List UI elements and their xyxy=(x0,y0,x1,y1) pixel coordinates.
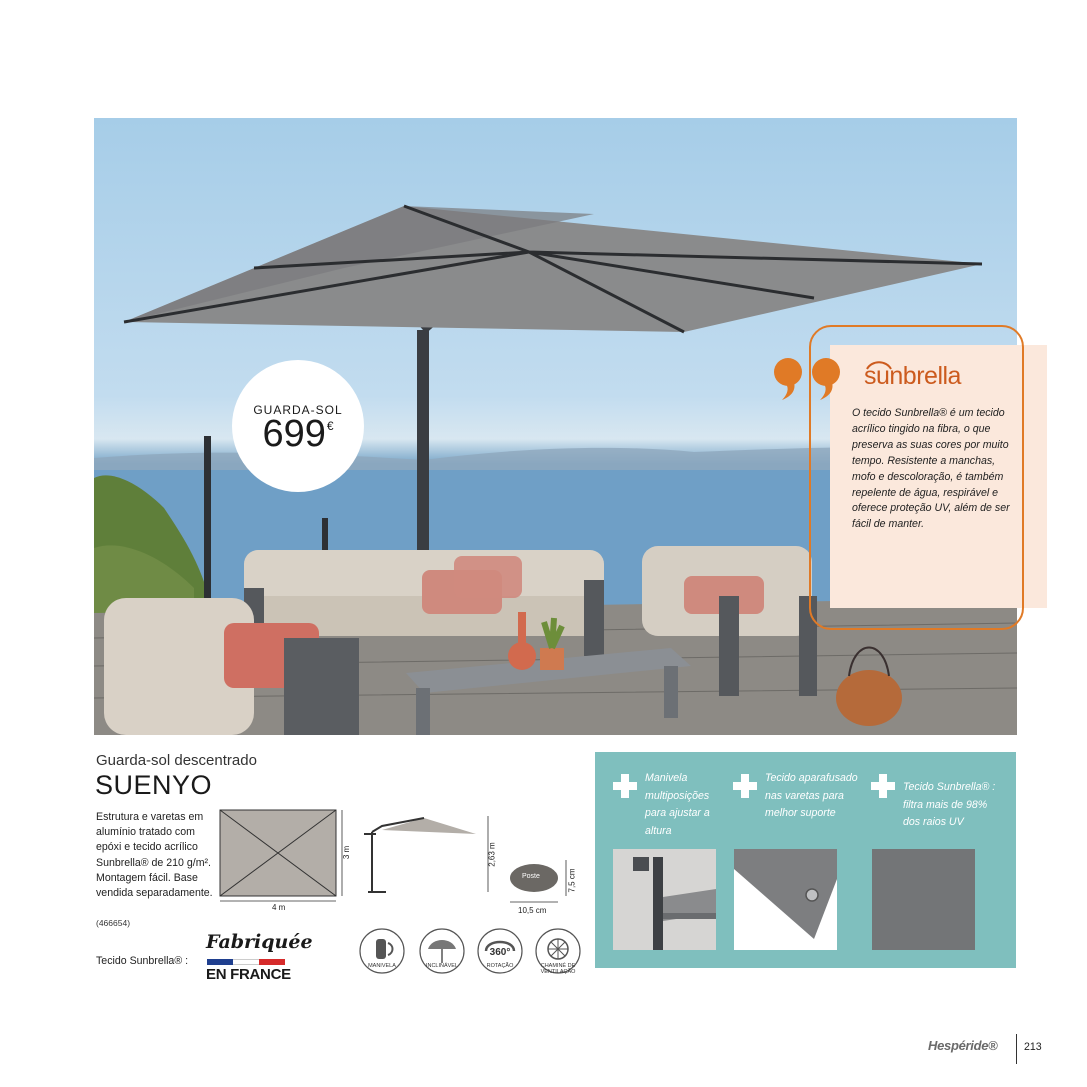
feature-icon-label: CHAMINÉ DE VENTILAÇÃO xyxy=(540,963,576,975)
thumbnail-fabric-texture xyxy=(872,849,975,950)
umbrella-side-view-diagram xyxy=(362,812,498,896)
dimension-base-width: 10,5 cm xyxy=(518,906,547,915)
feature-icon-label: INCLINÁVEL xyxy=(425,963,459,969)
flag-white xyxy=(233,959,259,965)
canopy-top-view-diagram xyxy=(218,806,348,904)
fabric-label: Tecido Sunbrella® : xyxy=(96,955,189,967)
dimension-canopy-depth: 3 m xyxy=(342,845,352,860)
product-subtitle: Guarda-sol descentrado xyxy=(96,752,257,769)
fabric-detail-image xyxy=(734,849,837,950)
feature-icon-crank xyxy=(358,927,406,969)
plus-icon xyxy=(871,774,895,798)
base-label: Poste xyxy=(522,873,540,880)
quote-mark-icon xyxy=(772,352,848,402)
price-bubble xyxy=(232,360,364,492)
french-flag xyxy=(207,959,285,965)
dimension-base-height: 7,5 cm xyxy=(567,868,577,893)
rotation-badge: 360° xyxy=(489,947,511,958)
footer-divider xyxy=(1016,1034,1017,1064)
feature-text-crank: Manivela multiposições para ajustar a altura xyxy=(645,772,710,837)
plus-icon xyxy=(733,774,757,798)
price-value-group xyxy=(262,415,333,453)
price-label: GUARDA-SOL xyxy=(253,403,343,417)
made-in-france-script: Fabriquée xyxy=(206,931,313,953)
feature-icon-ventilation xyxy=(534,927,582,975)
product-description: Estrutura e varetas em alumínio tratado com epóxi e tecido acrílico Sunbrella® de 210 g/m². Montagem fácil. Base vendida separadamente. xyxy=(96,811,213,900)
page-number: 213 xyxy=(1024,1041,1042,1053)
price-currency: € xyxy=(326,419,334,433)
crank-detail-image xyxy=(613,849,716,950)
flag-blue xyxy=(207,959,233,965)
feature-text-uv: Tecido Sunbrella® : filtra mais de 98% dos raios UV xyxy=(903,781,996,829)
feature-icon-label: MANIVELA xyxy=(368,963,396,969)
price-value: 699 xyxy=(262,413,326,455)
fabric-texture-image xyxy=(872,849,975,950)
plus-icon xyxy=(613,774,637,798)
brand-logo: Hespéride® xyxy=(928,1038,998,1053)
product-reference: (466654) xyxy=(96,918,131,928)
feature-icon-label: ROTAÇÃO xyxy=(486,963,514,969)
thumbnail-crank xyxy=(613,849,716,950)
thumbnail-fabric xyxy=(734,849,837,950)
dimension-height: 2,63 m xyxy=(487,842,497,867)
feature-text-fabric: Tecido aparafusado nas varetas para melhor suporte xyxy=(765,772,858,820)
made-in-france-country: EN FRANCE xyxy=(206,966,291,983)
sunbrella-description: O tecido Sunbrella® é um tecido acrílico tingido na fibra, o que preserva as suas cores por muito tempo. Resistente a manchas, mofo e descoloração, é também repelente de água, respirável e oferece proteção UV, além de ser fácil de manter. xyxy=(852,407,1010,531)
dimension-canopy-width: 4 m xyxy=(272,903,286,912)
feature-icon-rotation xyxy=(476,927,524,969)
product-title: SUENYO xyxy=(95,770,213,800)
flag-red xyxy=(259,959,285,965)
feature-icon-tilt xyxy=(418,927,466,969)
sunbrella-logo: sunbrella xyxy=(864,362,961,390)
